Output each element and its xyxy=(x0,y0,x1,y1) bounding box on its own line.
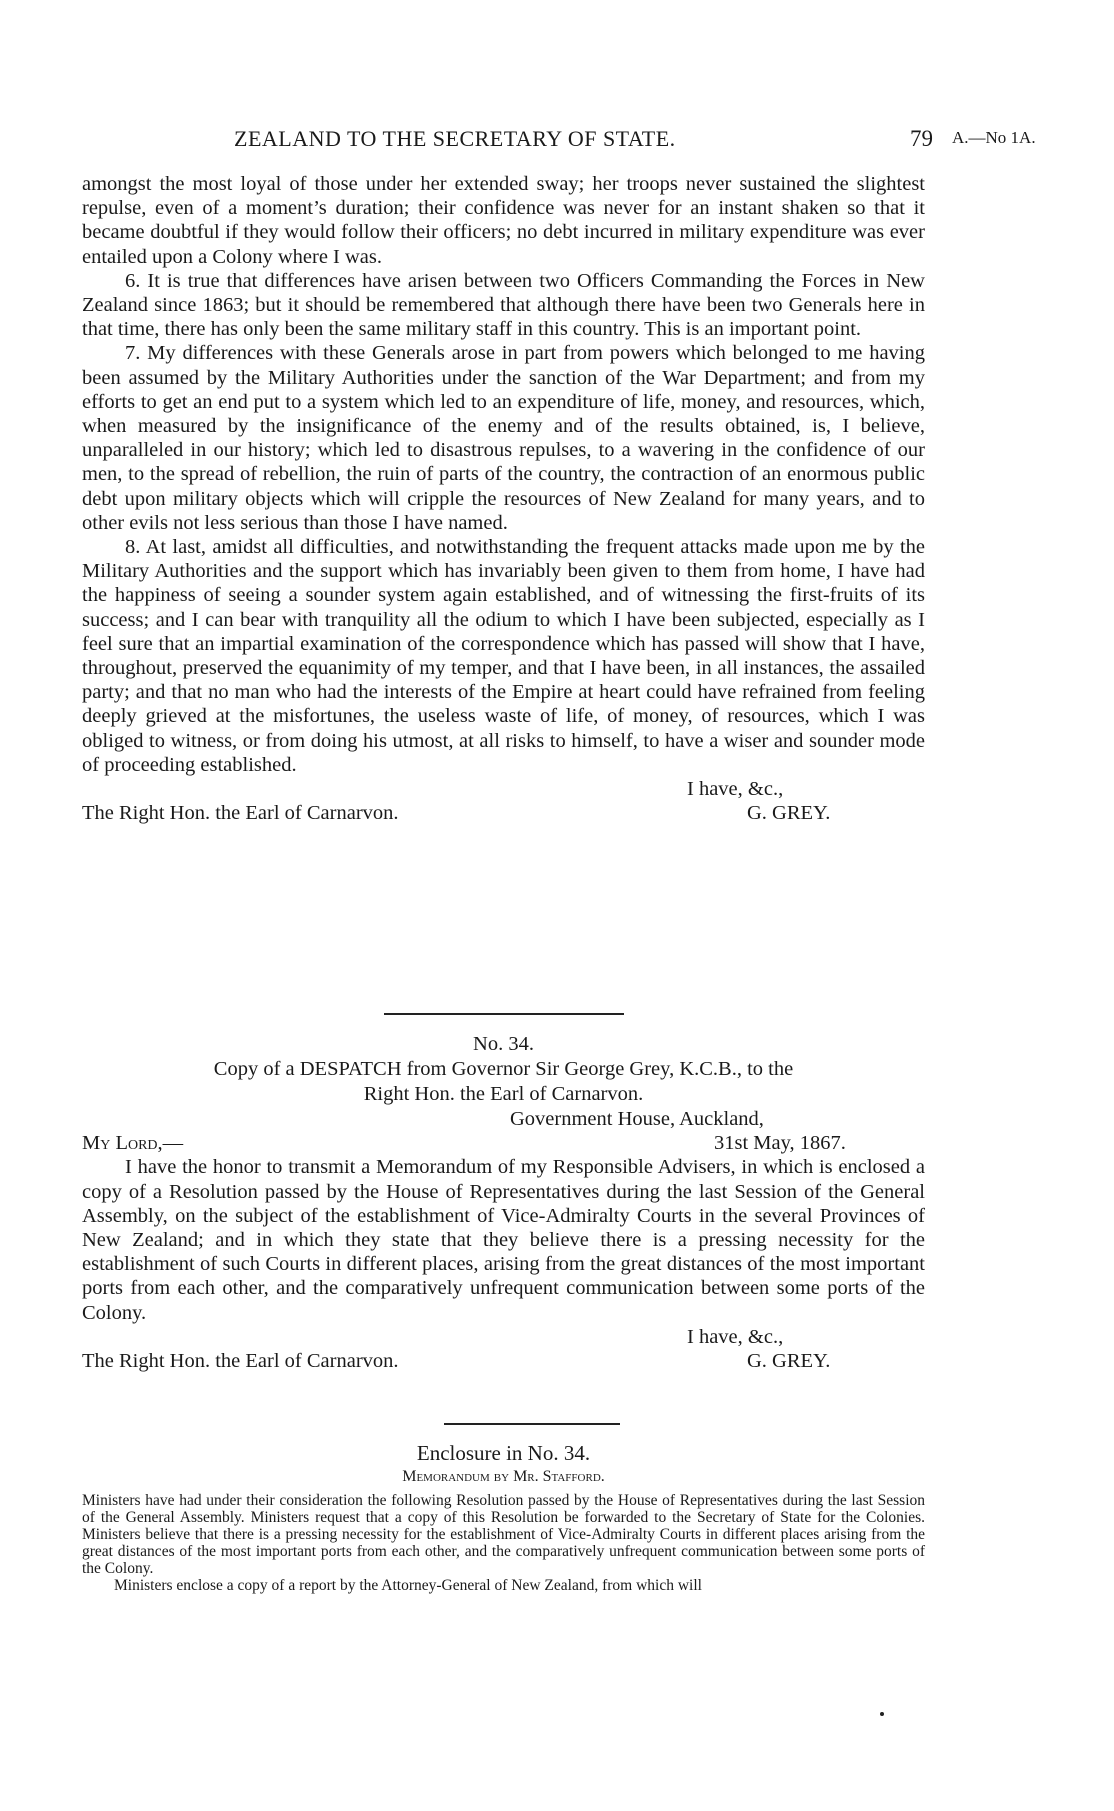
despatch-heading-line-2: Right Hon. the Earl of Carnarvon. xyxy=(363,1083,644,1105)
running-title: ZEALAND TO THE SECRETARY OF STATE. xyxy=(234,126,676,151)
signature: G. GREY. xyxy=(747,802,831,825)
despatch-addressee: The Right Hon. the Earl of Carnarvon. xyxy=(82,1349,399,1372)
addressee: The Right Hon. the Earl of Carnarvon. xyxy=(82,802,399,825)
closing-formula: I have, &c., xyxy=(687,778,784,801)
despatch-place: Government House, Auckland, xyxy=(510,1108,764,1130)
despatch-heading-line-1: Copy of a DESPATCH from Governor Sir George Grey, K.C.B., to the xyxy=(213,1058,794,1080)
despatch-number: No. 34. xyxy=(473,1033,534,1055)
running-header xyxy=(82,126,1072,156)
paragraph-6: 6. It is true that differences have arisen between two Officers Commanding the Forces in New Zealand since 1863; but it should be remembered that although there have been two Generals here in that time, there has only been the same military staff in this country. This is an important point. xyxy=(82,269,925,341)
enclosure-title: Enclosure in No. 34. xyxy=(416,1441,591,1465)
paragraph-7: 7. My differences with these Generals arose in part from powers which belonged to me having been assumed by the Military Authorities under the sanction of the War Department; and from my efforts to get an end put to a system which led to an expenditure of life, money, and resources, which, when measured by the insignificance of the enemy and of the results obtained, is, I believe, unparalleled in our history; which led to disastrous repulses, to a wavering in the confidence of our men, to the spread of rebellion, the ruin of parts of the country, the contraction of an enormous public debt upon military objects which will cripple the resources of New Zealand for many years, and to other evils not less serious than those I have named. xyxy=(82,342,925,534)
despatch-body: I have the honor to transmit a Memorandum of my Responsible Advisers, in which is enclosed a copy of a Resolution passed by the House of Representatives during the last Session of the General Assembly, on the subject of the establishment of Vice-Admiralty Courts in the several Provinces of New Zealand; and in which they state that they believe there is a pressing necessity for the establishment of such Courts in different places, arising from the great distances of the most important ports from each other, and the comparatively unfrequent communication between some ports of the Colony. xyxy=(82,1156,925,1324)
enclosure-section xyxy=(82,1440,925,1594)
page-number: 79 xyxy=(910,126,933,151)
despatch-signature: G. GREY. xyxy=(747,1349,831,1372)
sheet-reference: A.—No 1A. xyxy=(952,128,1036,147)
despatch-date: 31st May, 1867. xyxy=(714,1132,846,1155)
ink-speck xyxy=(880,1712,884,1716)
letter-body xyxy=(82,172,925,825)
salutation-line xyxy=(82,1131,925,1155)
enclosure-subtitle: Memorandum by Mr. Stafford. xyxy=(402,1468,605,1485)
salutation: My Lord,— xyxy=(82,1132,184,1155)
closing-line-2 xyxy=(82,1325,925,1349)
enclosure-rule xyxy=(444,1423,620,1425)
signature-line-1 xyxy=(82,801,925,825)
despatch-closing: I have, &c., xyxy=(687,1325,784,1348)
paragraph-continued: amongst the most loyal of those under her extended sway; her troops never sustained the slightest repulse, even of a moment’s duration; their confidence was never for an instant shaken so that it became doubtful if they would follow their officers; no debt incurred in military expenditure was ever entailed upon a Colony where I was. xyxy=(82,173,925,268)
paragraph-8: 8. At last, amidst all difficulties, and notwithstanding the frequent attacks made upon me by the Military Authorities and the support which has invariably been given to them from home, I have had the happiness of seeing a sounder system again established, and of witnessing the first-fruits of its success; and I can bear with tranquility all the odium to which I have been subjected, especially as I feel sure that an impartial examination of the correspondence which has passed will show that I have, throughout, preserved the equanimity of my temper, and that I have been, in all instances, the assailed party; and that no man who had the interests of the Empire at heart could have refrained from feeling deeply grieved at the misfortunes, the useless waste of life, of money, of resources, which I was obliged to witness, or from doing his utmost, at all risks to himself, to have a wiser and sounder mode of proceeding established. xyxy=(82,536,925,776)
signature-line-2 xyxy=(82,1349,925,1373)
despatch-section xyxy=(82,1032,925,1373)
enclosure-paragraph-1: Ministers have had under their consideration the following Resolution passed by the House of Representatives during the last Session of the General Assembly. Ministers request that a copy of this Resolution be forwarded to the Secretary of State for the Colonies. Ministers believe that there is a pressing necessity for the establishment of Vice-Admiralty Courts in different places arising from the great distances of the most important ports from each other, and the comparatively unfrequent communication between some ports of the Colony. xyxy=(82,1492,925,1577)
enclosure-paragraph-2: Ministers enclose a copy of a report by the Attorney-General of New Zealand, from which will xyxy=(114,1577,702,1594)
place-line xyxy=(82,1107,925,1131)
section-rule xyxy=(384,1013,624,1015)
closing-line-1 xyxy=(82,777,925,801)
